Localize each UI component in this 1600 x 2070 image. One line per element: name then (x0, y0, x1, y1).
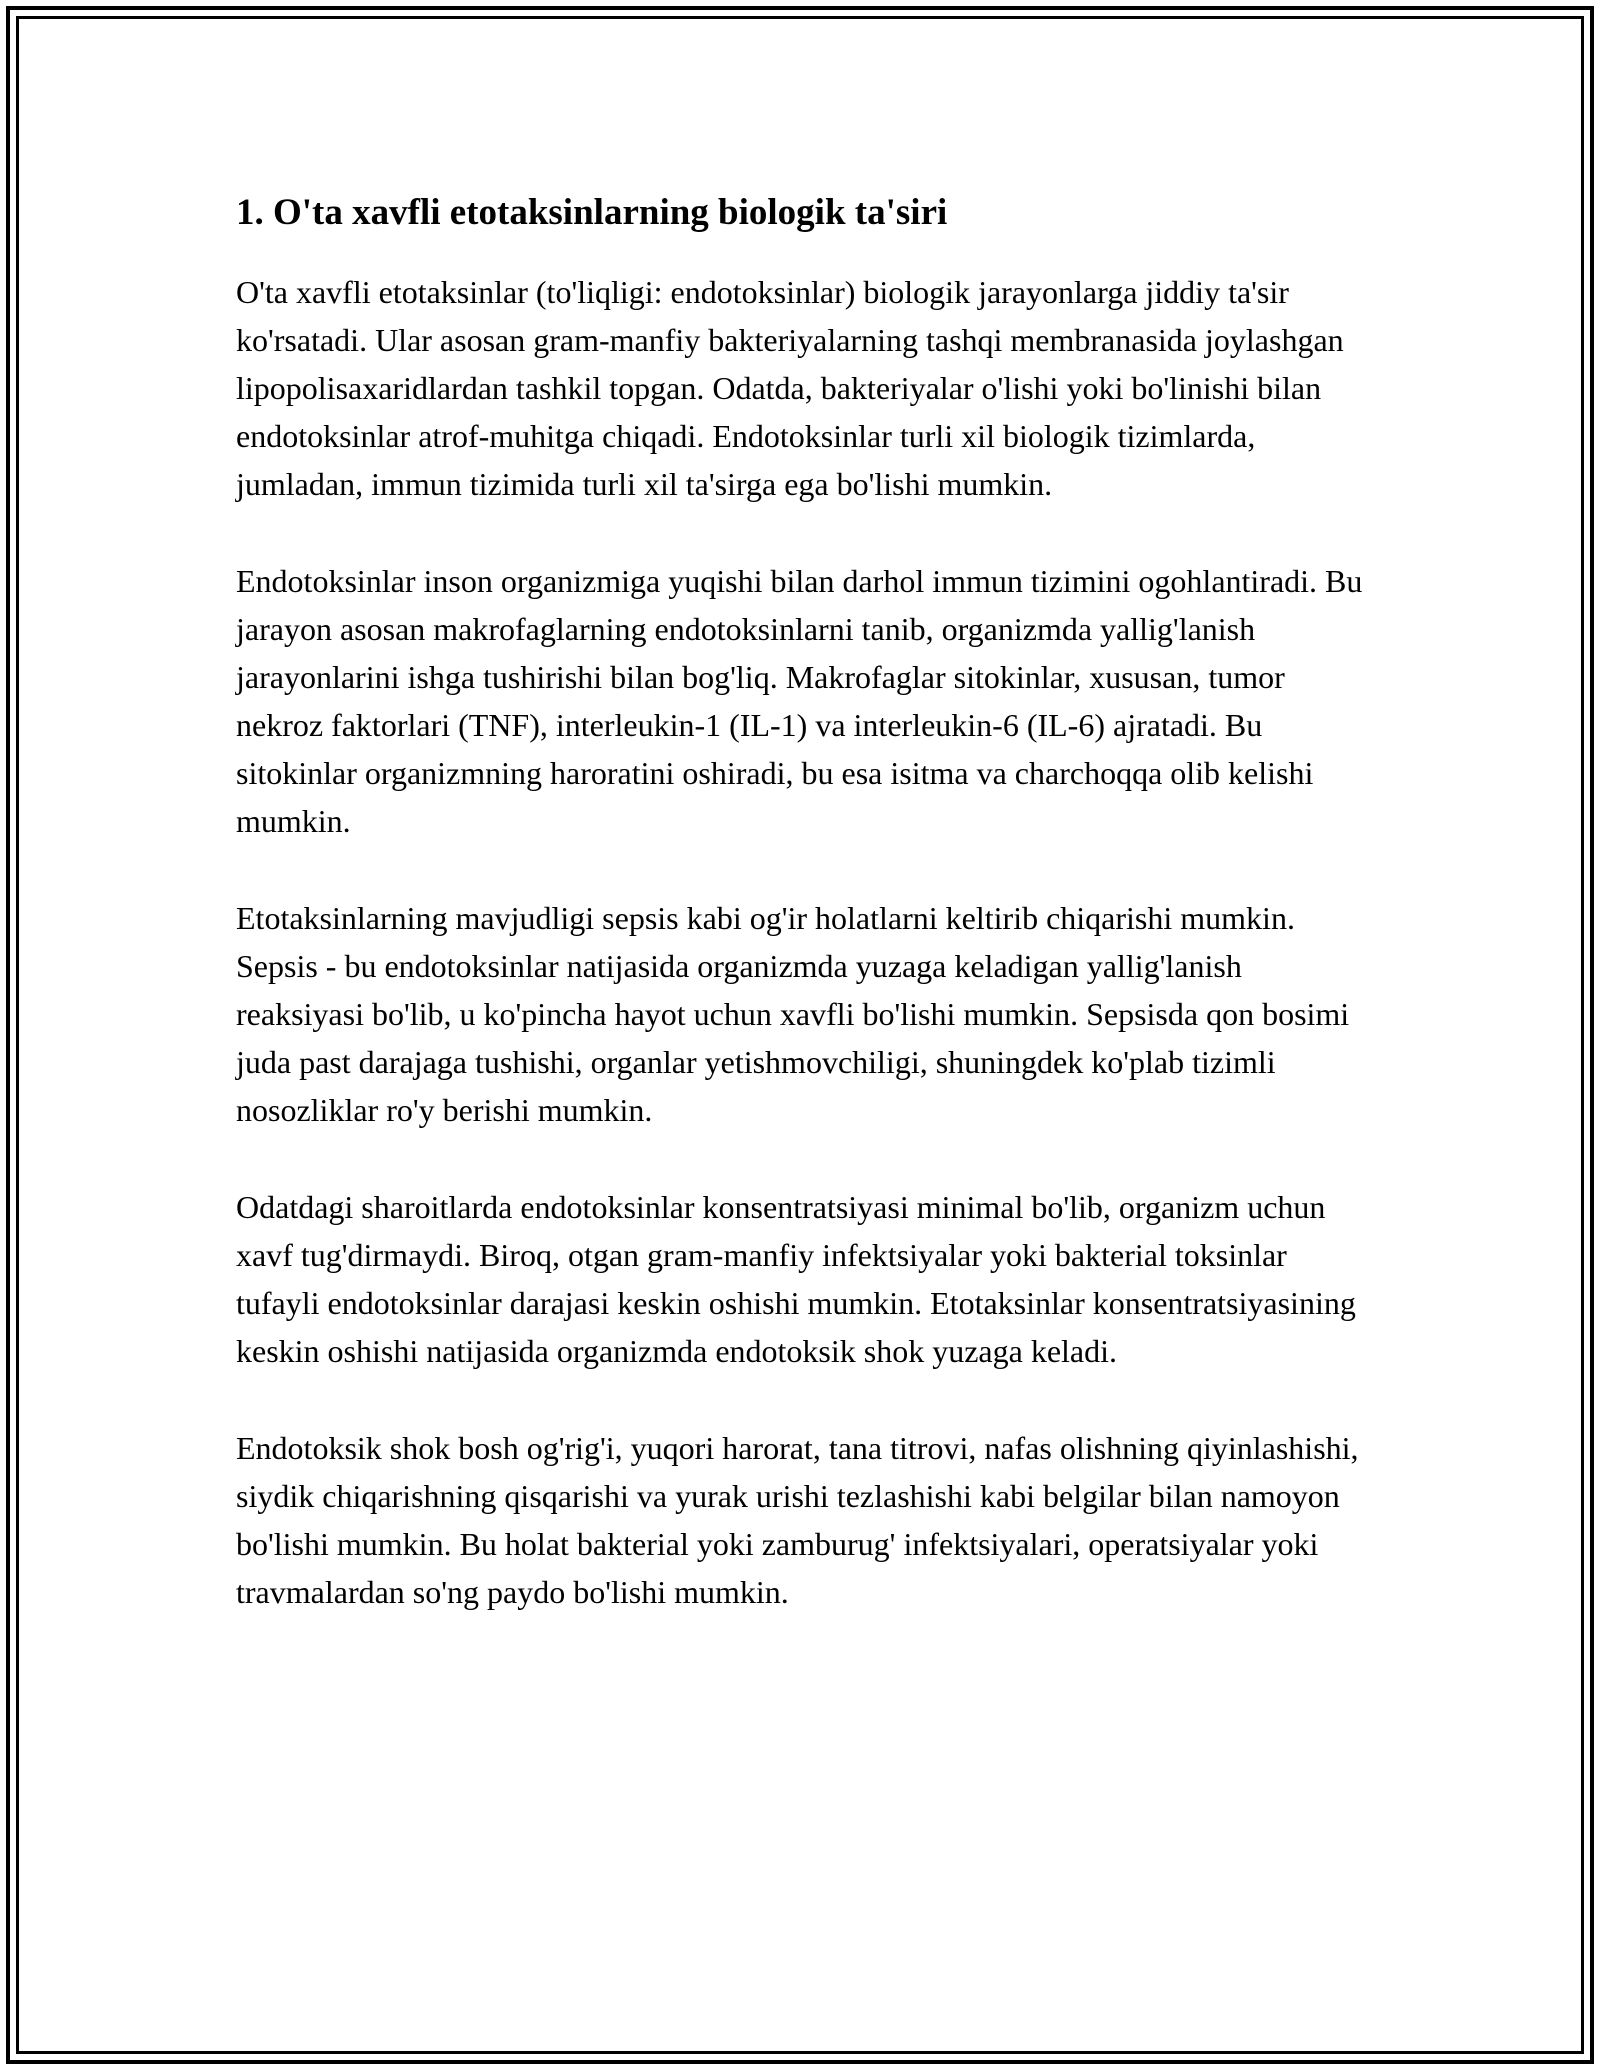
paragraph-2: Endotoksinlar inson organizmiga yuqishi bilan darhol immun tizimini ogohlantiradi. Bu jarayon asosan makrofaglarning endotoksinlarni tanib, organizmda yallig'lanish jarayonlarini ishga tushirishi bilan bog'liq. Makrofaglar sitokinlar, xususan, tumor nekroz faktorlari (TNF), interleukin-1 (IL-1) va interleukin-6 (IL-6) ajratadi. Bu sitokinlar organizmning haroratini oshiradi, bu esa isitma va charchoqqa olib kelishi mumkin. (236, 563, 1363, 839)
document-body (236, 186, 1376, 1616)
paragraph-3: Etotaksinlarning mavjudligi sepsis kabi og'ir holatlarni keltirib chiqarishi mumkin. Sepsis - bu endotoksinlar natijasida organizmda yuzaga keladigan yallig'lanish reaksiyasi bo'lib, u ko'pincha hayot uchun xavfli bo'lishi mumkin. Sepsisda qon bosimi juda past darajaga tushishi, organlar yetishmovchiligi, shuningdek ko'plab tizimli nosozliklar ro'y berishi mumkin. (236, 900, 1350, 1128)
paragraph-1: O'ta xavfli etotaksinlar (to'liqligi: endotoksinlar) biologik jarayonlarga jiddiy ta'sir ko'rsatadi. Ular asosan gram-manfiy bakteriyalarning tashqi membranasida joylashgan lipopolisaxaridlardan tashkil topgan. Odatda, bakteriyalar o'lishi yoki bo'linishi bilan endotoksinlar atrof-muhitga chiqadi. Endotoksinlar turli xil biologik tizimlarda, jumladan, immun tizimida turli xil ta'sirga ega bo'lishi mumkin. (236, 274, 1344, 502)
section-title: 1. O'ta xavfli etotaksinlarning biologik ta'siri (236, 192, 948, 233)
paragraph-5: Endotoksik shok bosh og'rig'i, yuqori harorat, tana titrovi, nafas olishning qiyinlashishi, siydik chiqarishning qisqarishi va yurak urishi tezlashishi kabi belgilar bilan namoyon bo'lishi mumkin. Bu holat bakterial yoki zamburug' infektsiyalari, operatsiyalar yoki travmalardan so'ng paydo bo'lishi mumkin. (236, 1430, 1359, 1610)
paragraph-4: Odatdagi sharoitlarda endotoksinlar konsentratsiyasi minimal bo'lib, organizm uchun xavf tug'dirmaydi. Biroq, otgan gram-manfiy infektsiyalar yoki bakterial toksinlar tufayli endotoksinlar darajasi keskin oshishi mumkin. Etotaksinlar konsentratsiyasining keskin oshishi natijasida organizmda endotoksik shok yuzaga keladi. (236, 1189, 1356, 1369)
